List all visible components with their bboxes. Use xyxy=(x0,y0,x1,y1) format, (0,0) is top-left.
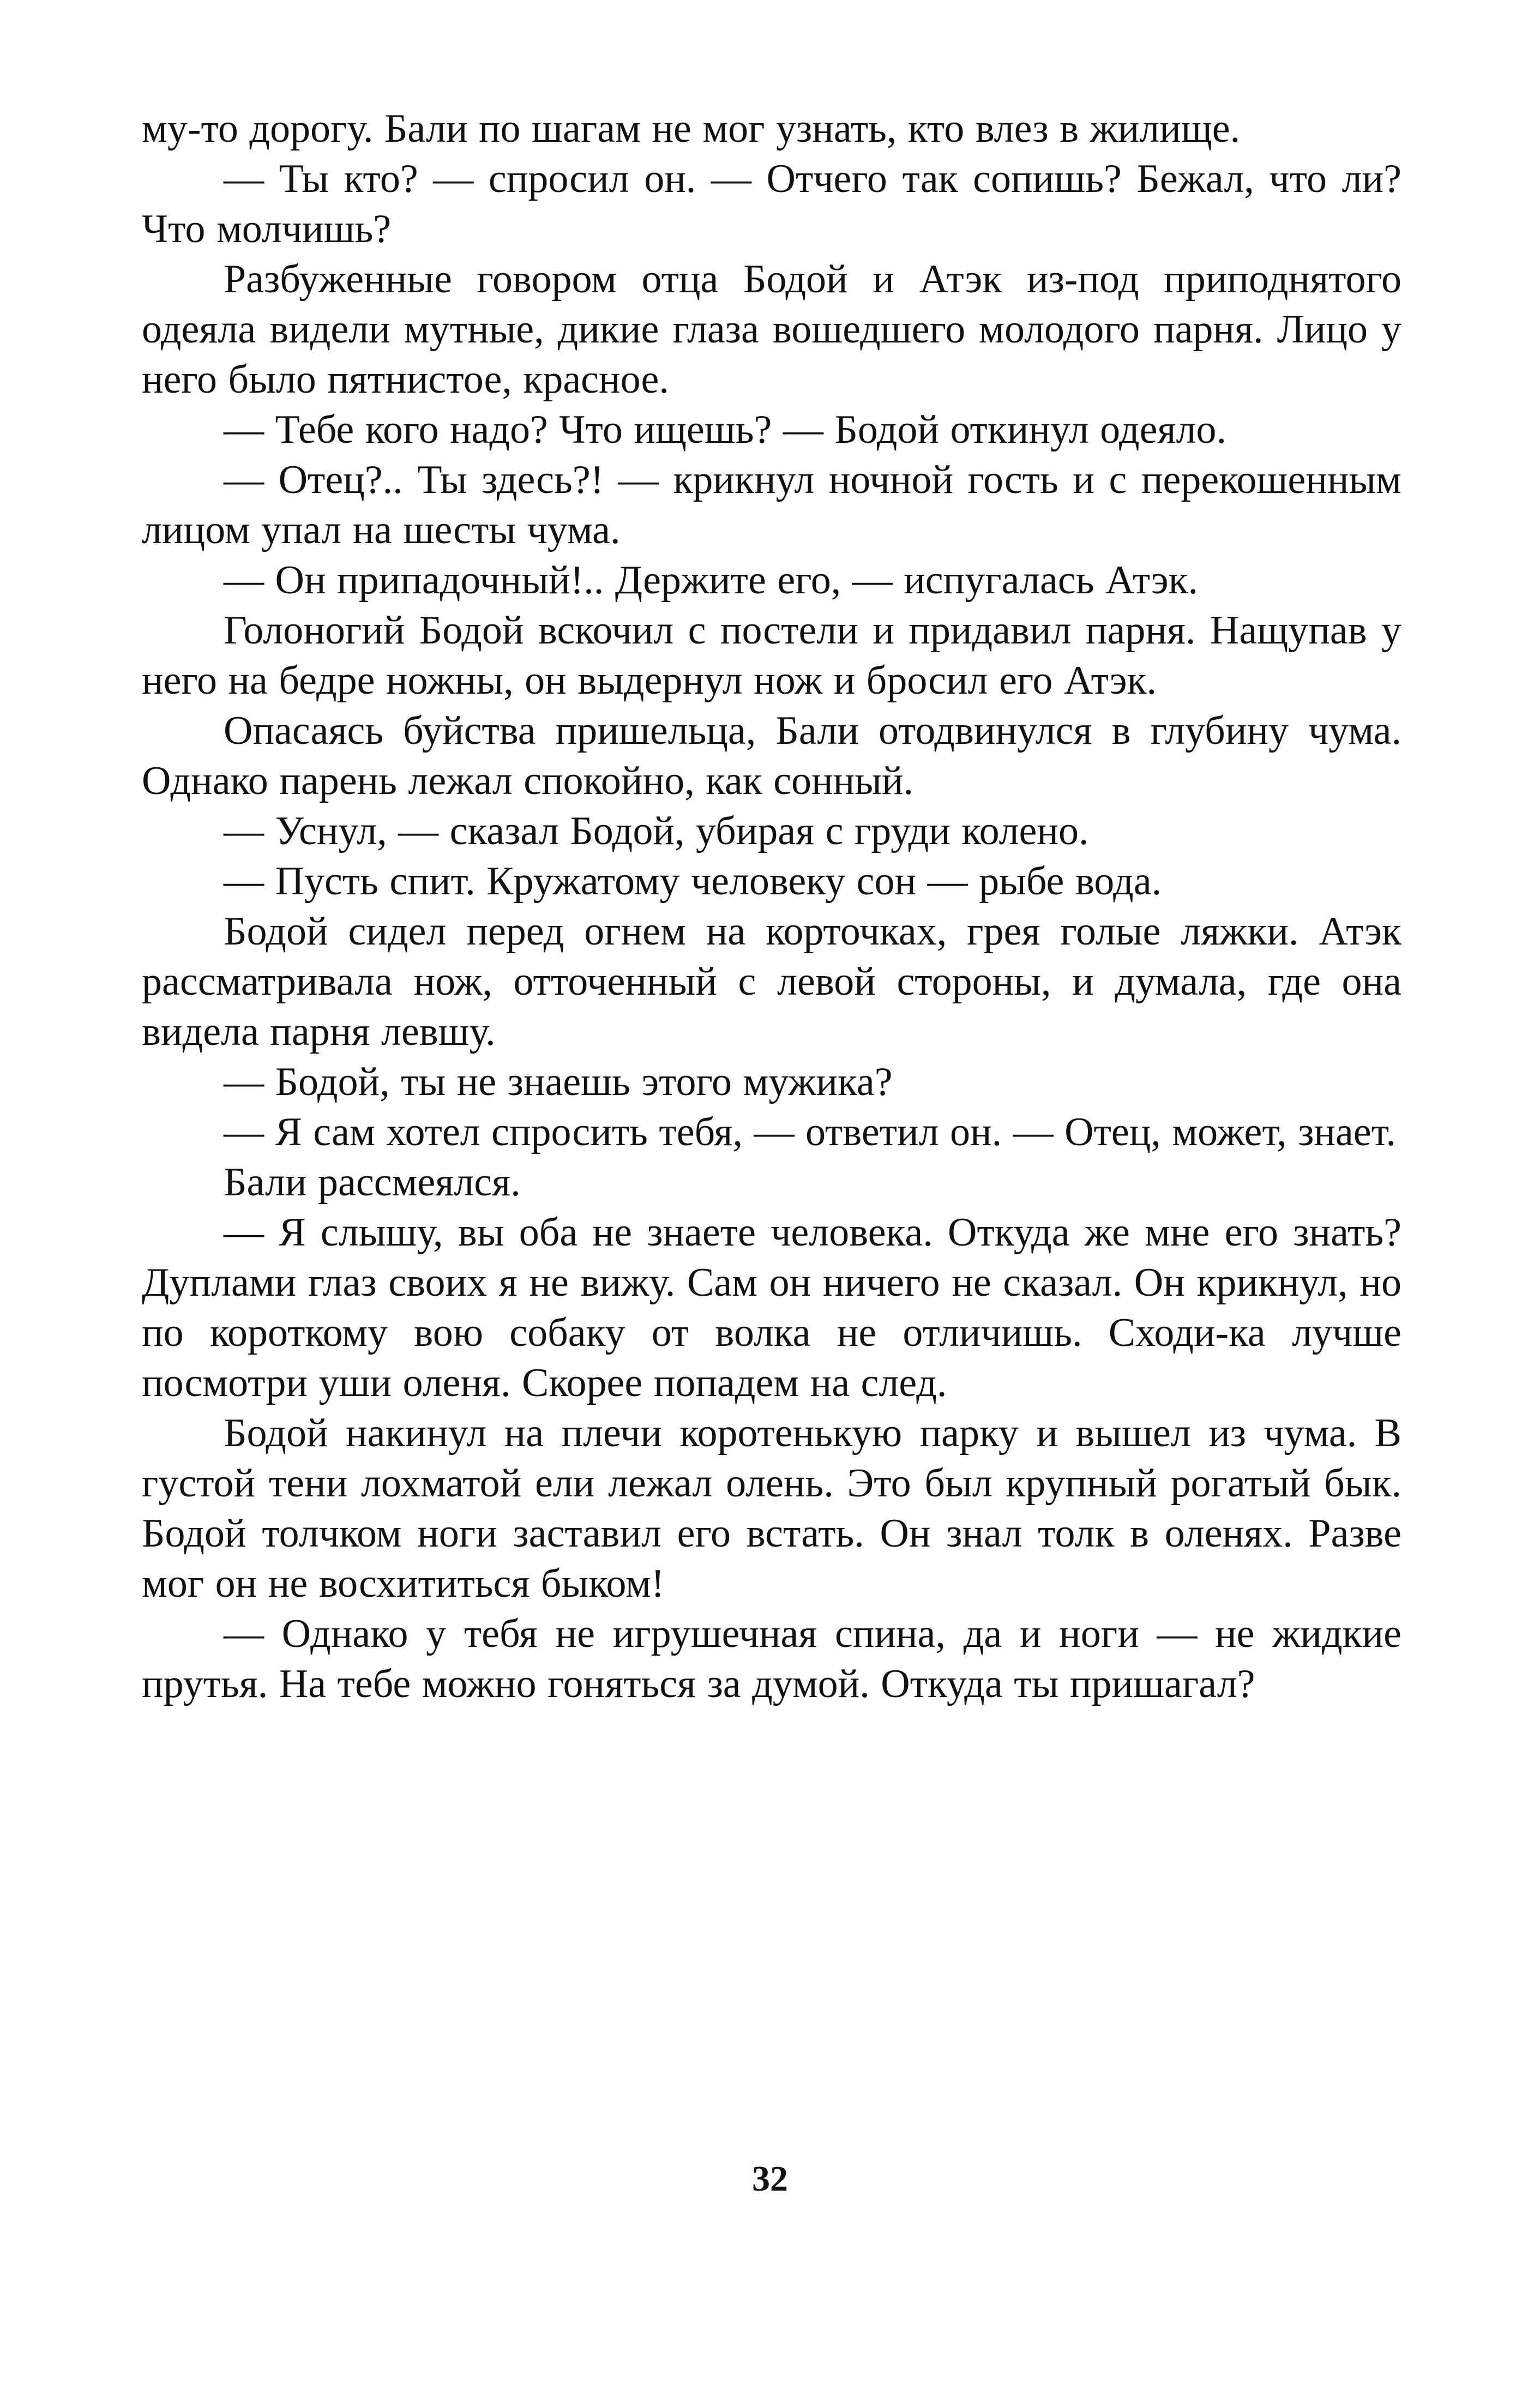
paragraph: му-то дорогу. Бали по шагам не мог узнать, кто влез в жилище. xyxy=(142,106,1241,151)
paragraph: Бодой сидел перед огнем на корточках, грея голые ляжки. Атэк рассматривала нож, отточенный с левой стороны, и думала, где она видела парня левшу. xyxy=(142,909,1401,1054)
paragraph: — Уснул, — сказал Бодой, убирая с груди колено. xyxy=(224,809,1089,853)
paragraph: Бали рассмеялся. xyxy=(224,1160,521,1205)
paragraph: — Он припадочный!.. Держите его, — испугалась Атэк. xyxy=(224,558,1199,603)
paragraph: — Отец?.. Ты здесь?! — крикнул ночной гость и с перекошенным лицом упал на шесты чума. xyxy=(142,458,1401,552)
paragraph: Опасаясь буйства пришельца, Бали отодвинулся в глубину чума. Однако парень лежал спокойно, как сонный. xyxy=(142,708,1401,803)
page-text xyxy=(142,104,1401,1709)
paragraph: — Пусть спит. Кружатому человеку сон — рыбе вода. xyxy=(224,859,1162,904)
paragraph: — Ты кто? — спросил он. — Отчего так сопишь? Бежал, что ли? Что молчишь? xyxy=(142,157,1401,251)
paragraph: — Бодой, ты не знаешь этого мужика? xyxy=(224,1060,893,1104)
paragraph: Голоногий Бодой вскочил с постели и придавил парня. Нащупав у него на бедре ножны, он выдернул нож и бросил его Атэк. xyxy=(142,608,1401,703)
paragraph: — Я сам хотел спросить тебя, — ответил он. — Отец, может, знает. xyxy=(224,1110,1396,1154)
paragraph: — Однако у тебя не игрушечная спина, да и ноги — не жидкие прутья. На тебе можно гоняться за думой. Откуда ты пришагал? xyxy=(142,1611,1401,1706)
paragraph: Разбуженные говором отца Бодой и Атэк из-под приподнятого одеяла видели мутные, дикие глаза вошедшего молодого парня. Лицо у него было пятнистое, красное. xyxy=(142,257,1401,402)
paragraph: Бодой накинул на плечи коротенькую парку и вышел из чума. В густой тени лохматой ели лежал олень. Это был крупный рогатый бык. Бодой толчком ноги заставил его встать. Он знал толк в оленях. Разве мог он не восхититься быком! xyxy=(142,1411,1401,1606)
paragraph: — Тебе кого надо? Что ищешь? — Бодой откинул одеяло. xyxy=(224,407,1226,452)
page-number: 32 xyxy=(752,2159,788,2199)
paragraph: — Я слышу, вы оба не знаете человека. Откуда же мне его знать? Дуплами глаз своих я не вижу. Сам он ничего не сказал. Он крикнул, но по короткому вою собаку от волка не отличишь. Сходи-ка лучше посмотри уши оленя. Скорее попадем на след. xyxy=(142,1210,1401,1405)
